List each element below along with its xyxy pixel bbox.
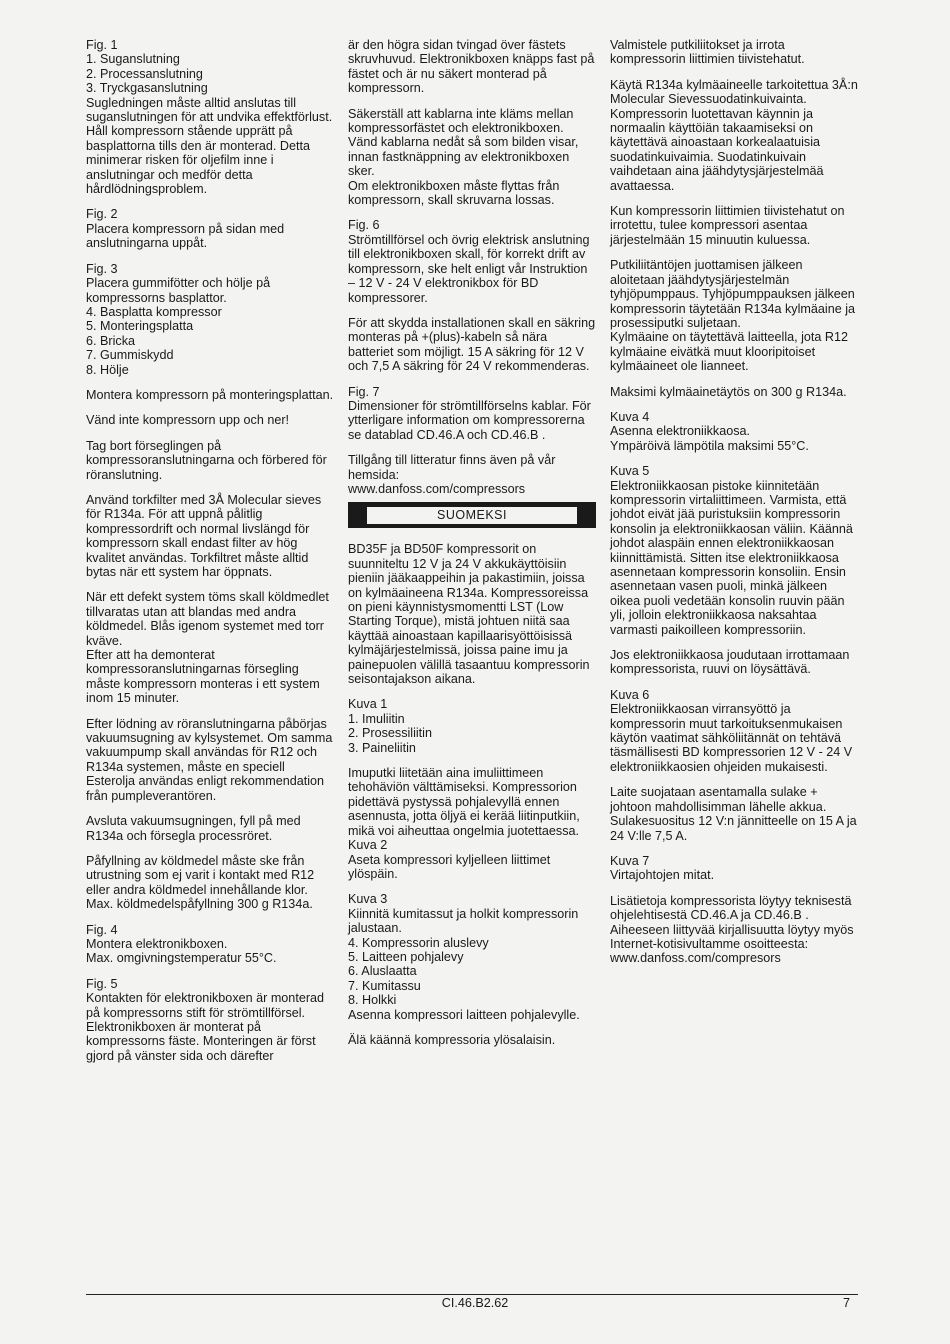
paragraph: 6. Aluslaatta: [348, 964, 417, 979]
paragraph: Använd torkfilter med 3Å Molecular sieves för R134a. För att uppnå pålitlig kompressordrift och normal livslängd för kompressorn skall endast filter av hög kvalitet användas. Torkfiltret måste alltid bytas när ett system har öppnats.: [86, 492, 322, 579]
paragraph: Älä käännä kompressoria ylösalaisin.: [348, 1032, 556, 1047]
column-swedish-1: [86, 38, 334, 1063]
document-number: CI.46.B2.62: [441, 1296, 509, 1310]
paragraph: Elektroniikkaosan pistoke kiinnitetään kompressorin virtaliittimeen. Varmista, että johdot eivät jää puristuksiin kompressorin konsolin ja elektroniikkaosan väliin. Käännä johdot alaspäin ennen elektroniikkaosan kiinnittämistä. Sitten itse elektroniikkaosa asennetaan kompressorin konsoliin. Ensin asennetaan vasen puoli, minkä jälkeen oikea puoli vedetään konsolin ruuvin pään yli, jolloin elektroniikkaosa naksahtaa varmasti paikoilleen kompressoriin.: [610, 478, 853, 637]
paragraph: BD35F ja BD50F kompressorit on suunniteltu 12 V ja 24 V akkukäyttöisiin pieniin jääkaappeihin ja pakastimiin, joissa on kylmäaineena R134a. Kompressoreissa on pieni käynnistysmomentti LST (Low Starting Torque), mistä johtuen niitä saa käyttää ainoastaan kapillaarisyöttöisissä kylmäjärjestelmissä, joissa paine imu ja painepuolen välillä tasaantuu kompressorin seisontajakson aikana.: [348, 542, 590, 687]
paragraph: 6. Bricka: [86, 333, 135, 348]
column-finnish: [610, 38, 858, 966]
section-banner: [348, 502, 596, 528]
paragraph: Fig. 7: [348, 384, 380, 399]
paragraph: Kiinnitä kumitassut ja holkit kompressorin jalustaan.: [348, 906, 579, 936]
paragraph: 1. Imuliitin: [348, 711, 405, 726]
paragraph: Kuva 2: [348, 838, 388, 853]
paragraph: www.danfoss.com/compressors: [348, 481, 526, 496]
paragraph: Kuva 4: [610, 409, 650, 424]
paragraph: Kuva 3: [348, 892, 388, 907]
paragraph: 7. Gummiskydd: [86, 348, 174, 363]
paragraph: Påfyllning av köldmedel måste ske från utrustning som ej varit i kontakt med R12 eller andra köldmedel innehållande klor.: [86, 853, 315, 897]
paragraph: Avsluta vakuumsugningen, fyll på med R134a och försegla processröret.: [86, 814, 301, 843]
paragraph: För att skydda installationen skall en säkring monteras på +(plus)-kabeln så nära batteriet som möjligt. 15 A säkring för 12 V och 7,5 A säkring för 24 V rekommenderas.: [348, 315, 596, 374]
paragraph: Kuva 1: [348, 697, 388, 712]
paragraph: Elektroniikkaosan virransyöttö ja kompressorin muut tarkoituksenmukaisen käytön vaatimat sähköliitännät on tehtävä täsmällisesti BD kompressorien 12 V - 24 V elektroniikkaosien ohjeiden mukaisesti.: [610, 702, 853, 774]
paragraph: Sugledningen måste alltid anslutas till suganslutningen för att undvika effektförlust. Håll kompressorn stående upprätt på basplattorna tills den är monterad. Detta minimerar risken för oljefilm inne i anslutningar och medför detta hårdlödningsproblem.: [86, 95, 333, 197]
paragraph: Placera kompressorn på sidan med anslutningarna uppåt.: [86, 221, 285, 251]
paragraph: 4. Kompressorin aluslevy: [348, 935, 489, 950]
paragraph: Max. köldmedelspåfyllning 300 g R134a.: [86, 897, 313, 912]
paragraph: Efter lödning av röranslutningarna påbörjas vakuumsugning av kylsystemet. Om samma vakuumpump skall användas för R12 och R134a systemen, måste en speciell Esterolja användas enligt rekommendation från pumpleverantören.: [86, 716, 333, 803]
paragraph: Putkiliitäntöjen juottamisen jälkeen aloitetaan jäähdytysjärjestelmän tyhjöpumppaus. Tyhjöpumppauksen jälkeen kompressorin täytetään R134a kylmäaine ja prosessiputki suljetaan.: [610, 258, 856, 330]
paragraph: Valmistele putkiliitokset ja irrota kompressorin liittimien tiivistehatut.: [610, 38, 805, 67]
paragraph: Dimensioner för strömtillförselns kablar. För ytterligare information om kompressorerna se datablad CD.46.A och CD.46.B .: [348, 398, 591, 442]
paragraph: 8. Holkki: [348, 993, 397, 1008]
paragraph: Säkerställ att kablarna inte kläms mellan kompressorfästet och elektronikboxen. Vänd kablarna nedåt så som bilden visar, innan fastknäppning av elektronikboxen sker.: [348, 106, 579, 179]
paragraph: Fig. 1: [86, 38, 118, 52]
paragraph: Käytä R134a kylmäaineelle tarkoitettua 3Å:n Molecular Sievessuodatinkuivainta. Kompressorin luotettavan käynnin ja normaalin käyttöiän takaamiseksi on käytettävä ainoastaan korkealaatuisia suodatinkuivaimia. Suodatinkuivain vaihdetaan aina jäähdytysjärjestelmää avattaessa.: [610, 77, 858, 193]
paragraph: Kuva 7: [610, 853, 650, 868]
paragraph: Fig. 5: [86, 976, 118, 991]
paragraph: Tag bort förseglingen på kompressoranslutningarna och förbered för röranslutning.: [86, 438, 327, 482]
paragraph: Kylmäaine on täytettävä laitteella, jota R12 kylmäaine eivätkä muut klooripitoiset kylmäaineet ole lianneet.: [610, 330, 849, 374]
paragraph: www.danfoss.com/compresors: [610, 951, 781, 966]
paragraph: Placera gummifötter och hölje på kompressorns basplattor.: [86, 276, 271, 305]
paragraph: 8. Hölje: [86, 362, 129, 377]
paragraph: 5. Monteringsplatta: [86, 319, 194, 334]
paragraph: 3. Paineliitin: [348, 740, 416, 755]
paragraph: Kun kompressorin liittimien tiivistehatut on irrotettu, tulee kompressori asentaa järjestelmään 15 minuutin kuluessa.: [610, 204, 845, 247]
paragraph: är den högra sidan tvingad över fästets skruvhuvud. Elektronikboxen knäpps fast på fästet och är nu säkert monterad på kompressorn.: [348, 38, 595, 96]
paragraph: Asenna elektroniikkaosa.: [610, 424, 751, 439]
paragraph: Imuputki liitetään aina imuliittimeen tehohäviön välttämiseksi. Kompressorion pidettävä pystyssä pohjalevyllä ennen asennusta, jotta öljyä ei kerää liitinputkiin, mikä voi aiheuttaa ongelmia juotettaessa.: [348, 766, 580, 838]
paragraph: Kuva 6: [610, 687, 650, 702]
paragraph: Laite suojataan asentamalla sulake + johtoon mahdollisimman lähelle akkua. Sulakesuositus 12 V:n jännitteelle on 15 A ja 24 V:lle 7,5 A.: [610, 785, 857, 843]
paragraph: Kontakten för elektronikboxen är monterad på kompressorns stift för strömtillförsel. Elektronikboxen är monterat på kompressorns fäste. Monteringen är först gjord på vänster sida och därefter: [86, 991, 325, 1063]
paragraph: Fig. 4: [86, 922, 118, 937]
paragraph: Vänd inte kompressorn upp och ner!: [86, 413, 290, 428]
paragraph: 2. Processanslutning: [86, 66, 203, 81]
paragraph: Montera kompressorn på monteringsplattan.: [86, 387, 334, 402]
paragraph: Virtajohtojen mitat.: [610, 868, 715, 883]
paragraph: Fig. 3: [86, 261, 118, 276]
paragraph: Maksimi kylmäainetäytös on 300 g R134a.: [610, 384, 847, 399]
column-swedish-finnish: [348, 38, 596, 1047]
paragraph: Fig. 2: [86, 207, 118, 222]
paragraph: Ympäröivä lämpötila maksimi 55°C.: [610, 438, 809, 453]
paragraph: Jos elektroniikkaosa joudutaan irrottamaan kompressorista, ruuvi on löysättävä.: [610, 648, 850, 677]
paragraph: Tillgång till litteratur finns även på vår hemsida:: [348, 453, 556, 482]
section-banner-label: SUOMEKSI: [366, 506, 578, 524]
paragraph: Efter att ha demonterat kompressoranslutningarnas försegling måste kompressorn monteras i ett system inom 15 minuter.: [86, 648, 320, 706]
paragraph: Montera elektronikboxen.: [86, 936, 228, 951]
paragraph: 1. Suganslutning: [86, 52, 180, 67]
paragraph: Aiheeseen liittyvää kirjallisuutta löytyy myös Internet-kotisivultamme osoitteesta:: [610, 922, 854, 951]
paragraph: Lisätietoja kompressorista löytyy teknisestä ohjelehtisestä CD.46.A ja CD.46.B .: [610, 893, 852, 923]
page-number: 7: [843, 1296, 851, 1310]
paragraph: Om elektronikboxen måste flyttas från kompressorn, skall skruvarna lossas.: [348, 178, 560, 208]
paragraph: 5. Laitteen pohjalevy: [348, 949, 464, 964]
paragraph: Asenna kompressori laitteen pohjalevylle.: [348, 1007, 580, 1022]
paragraph: Aseta kompressori kyljelleen liittimet ylöspäin.: [348, 852, 551, 881]
paragraph: Max. omgivningstemperatur 55°C.: [86, 951, 277, 966]
footer-rule: [86, 1294, 858, 1295]
paragraph: 3. Tryckgasanslutning: [86, 81, 208, 96]
paragraph: 2. Prosessiliitin: [348, 726, 432, 741]
paragraph: Kuva 5: [610, 464, 650, 479]
paragraph: När ett defekt system töms skall köldmedlet tillvaratas utan att blandas med andra köldmedel. Blås igenom systemet med torr kväve.: [86, 590, 329, 648]
paragraph: 4. Basplatta kompressor: [86, 304, 222, 319]
paragraph: Strömtillförsel och övrig elektrisk anslutning till elektronikboxen skall, för korrekt drift av kompressorn, ske helt enligt vår Instruktion – 12 V - 24 V elektronikbox för BD kompressorer.: [348, 232, 590, 305]
paragraph: Fig. 6: [348, 218, 380, 233]
paragraph: 7. Kumitassu: [348, 978, 421, 993]
